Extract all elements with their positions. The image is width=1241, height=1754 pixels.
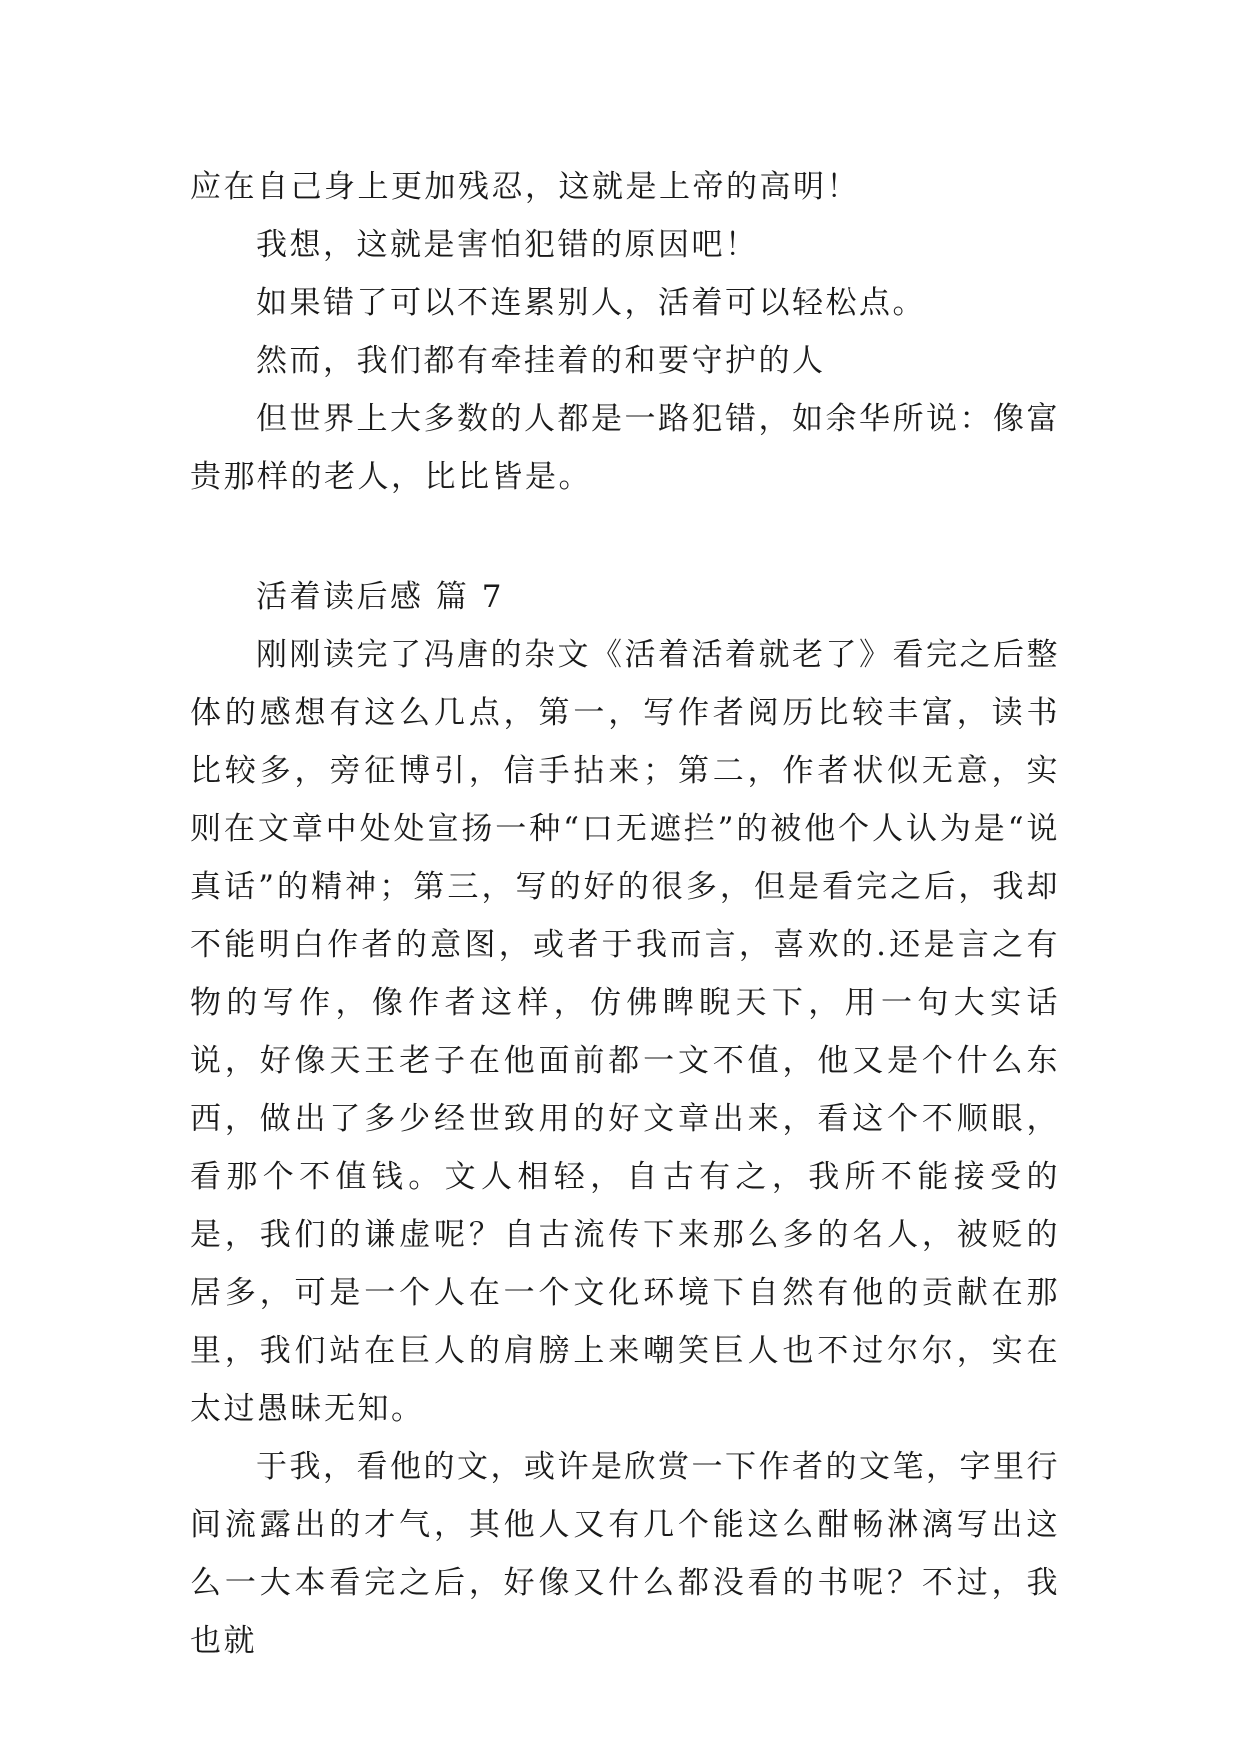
paragraph: 我想，这就是害怕犯错的原因吧！ (256, 227, 759, 263)
section-7-body (190, 626, 1060, 1670)
paragraph: 如果错了可以不连累别人，活着可以轻松点。 (256, 285, 926, 321)
paragraph: 于我，看他的文，或许是欣赏一下作者的文笔，字里行间流露出的才气，其他人又有几个能这么酣畅淋漓写出这么一大本看完之后，好像又什么都没看的书呢？不过，我也就 (190, 1449, 1060, 1659)
paragraph: 刚刚读完了冯唐的杂文《活着活着就老了》看完之后整体的感想有这么几点，第一，写作者阅历比较丰富，读书比较多，旁征博引，信手拈来；第二，作者状似无意，实则在文章中处处宣扬一种“口无遮拦”的被他个人认为是“说真话”的精神；第三，写的好的很多，但是看完之后，我却不能明白作者的意图，或者于我而言，喜欢的.还是言之有物的写作，像作者这样，仿佛睥睨天下，用一句大实话说，好像天王老子在他面前都一文不值，他又是个什么东西，做出了多少经世致用的好文章出来，看这个不顺眼，看那个不值钱。文人相轻，自古有之，我所不能接受的是，我们的谦虚呢？自古流传下来那么多的名人，被贬的居多，可是一个人在一个文化环境下自然有他的贡献在那里，我们站在巨人的肩膀上来嘲笑巨人也不过尔尔，实在太过愚昧无知。 (190, 637, 1060, 1427)
paragraph: 但世界上大多数的人都是一路犯错，如余华所说：像富贵那样的老人，比比皆是。 (190, 401, 1060, 495)
paragraph: 应在自己身上更加残忍，这就是上帝的高明！ (190, 169, 860, 205)
previous-section-body (190, 158, 1060, 506)
section-heading: 活着读后感 篇 7 (256, 579, 504, 615)
paragraph: 然而，我们都有牵挂着的和要守护的人 (256, 343, 826, 379)
